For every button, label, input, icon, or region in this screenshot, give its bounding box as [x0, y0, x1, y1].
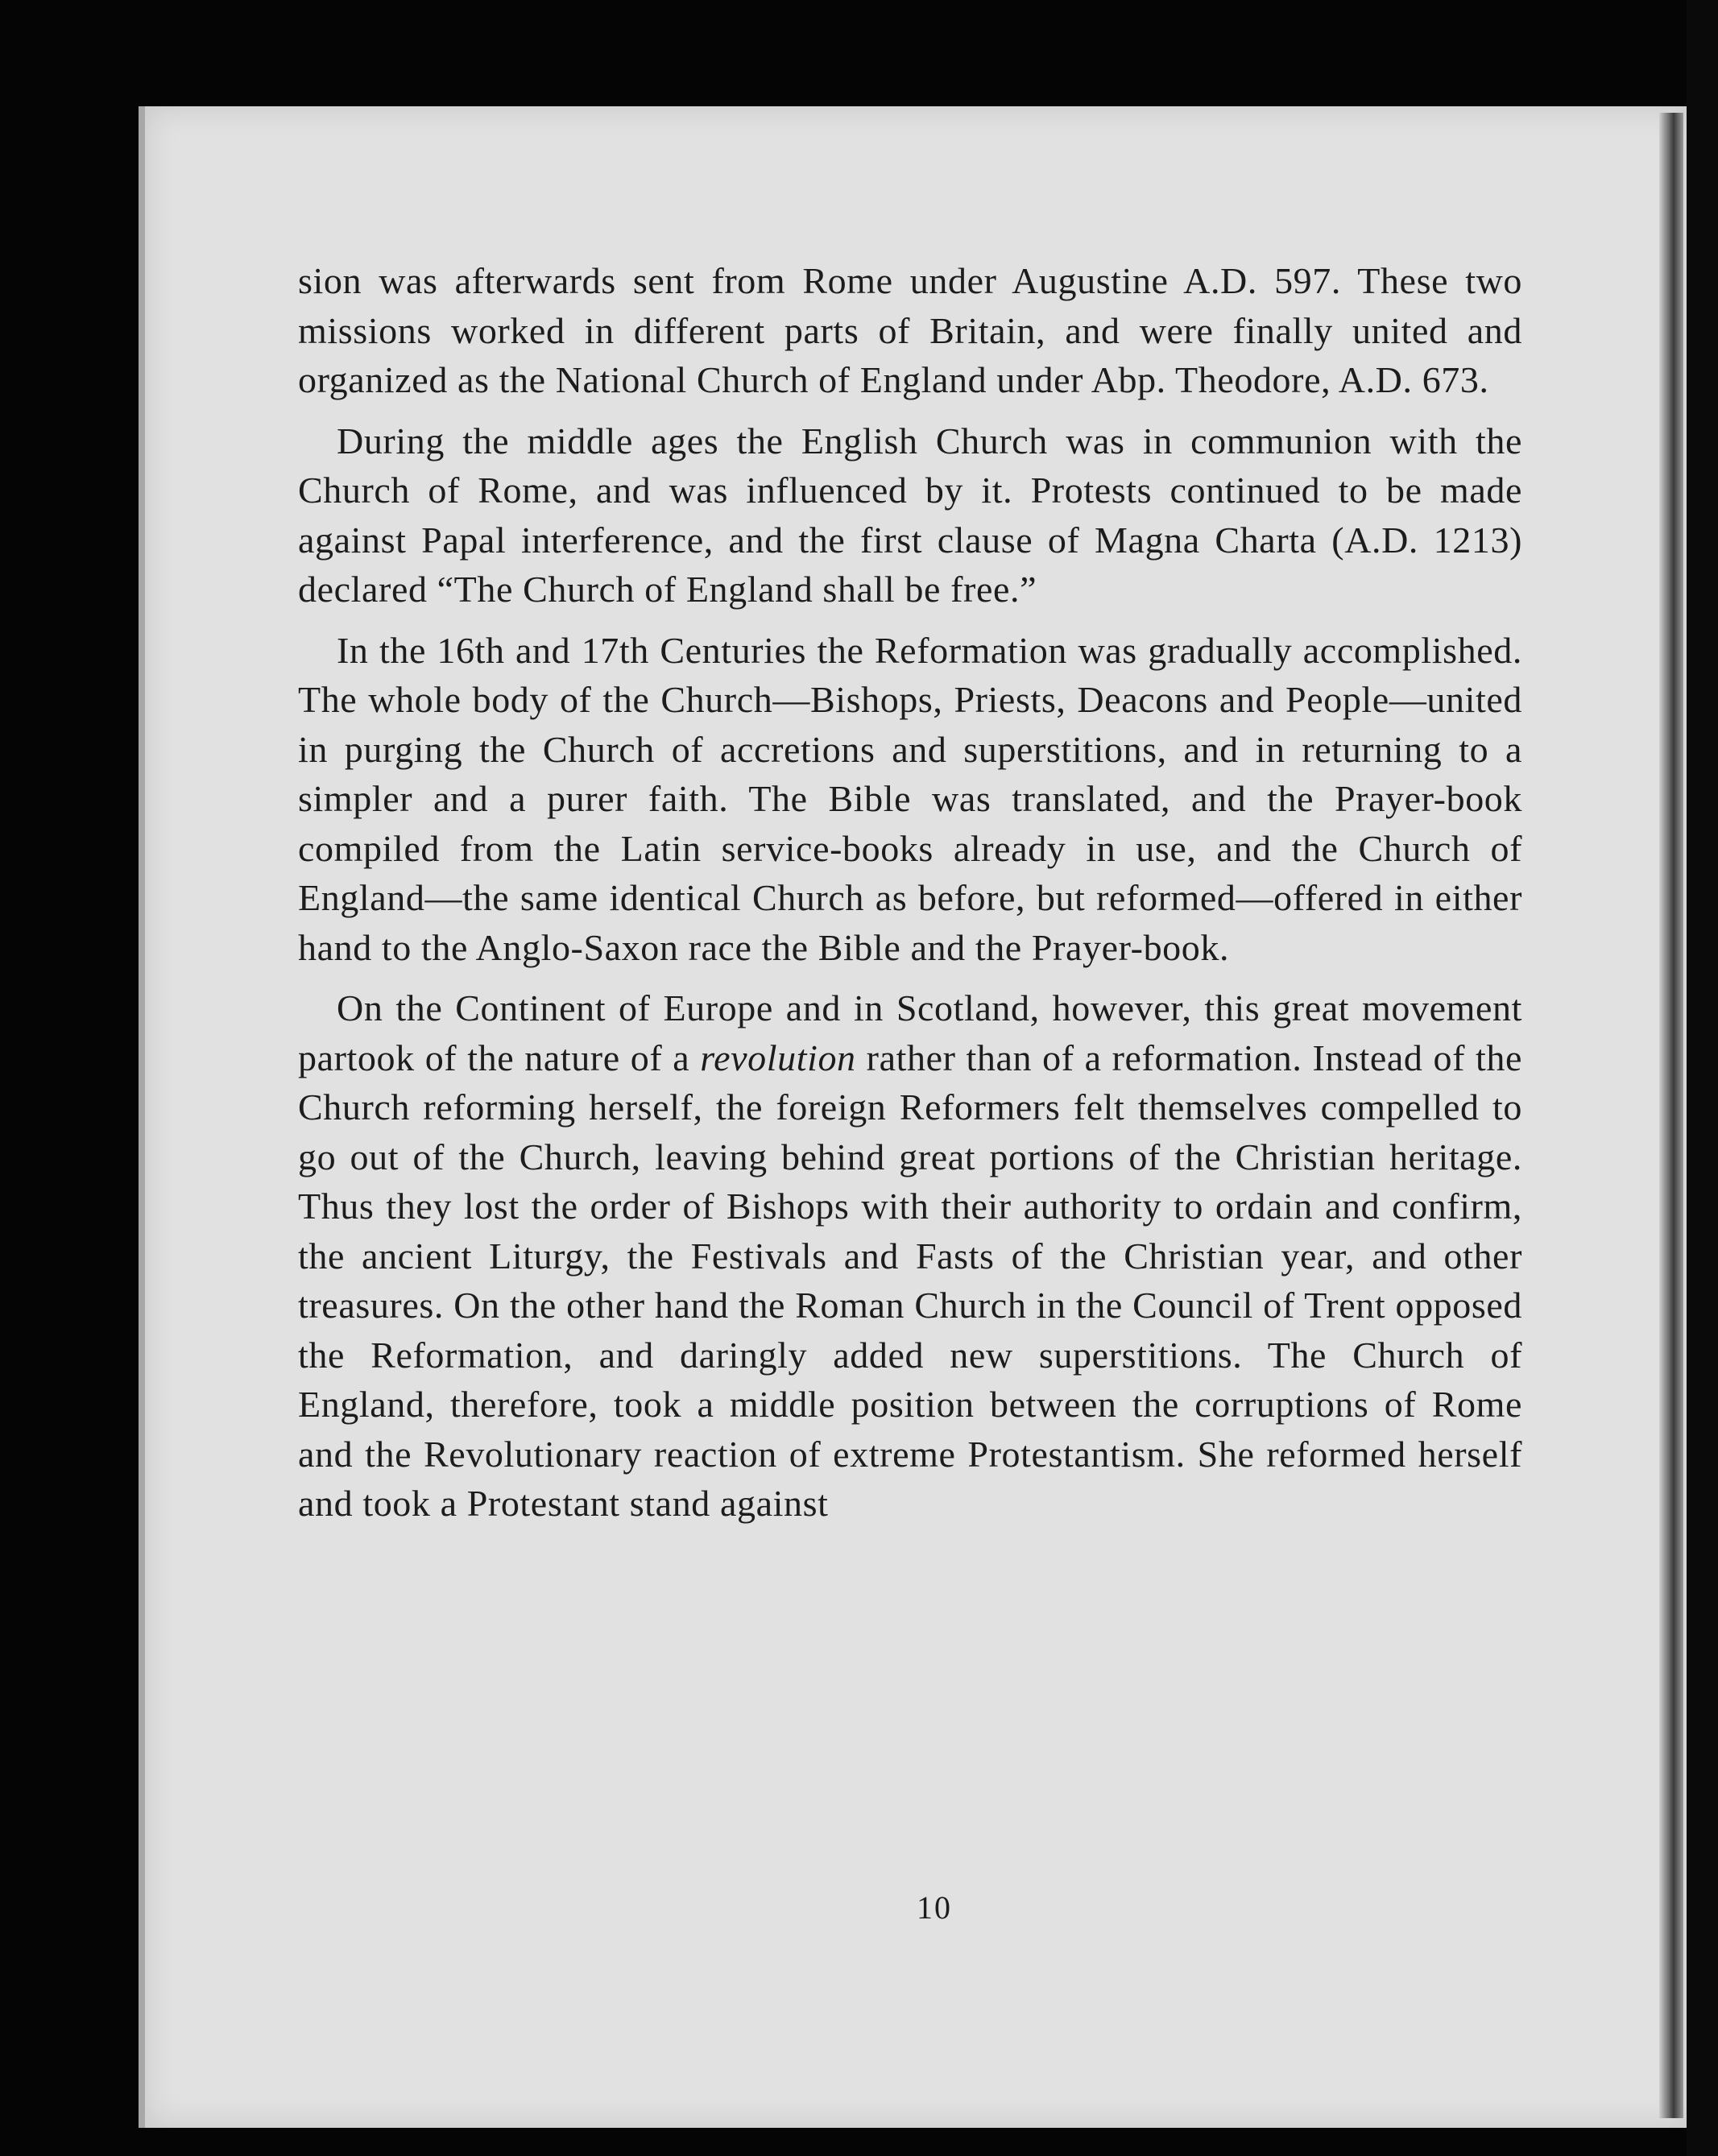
paragraph-3: In the 16th and 17th Centuries the Reformation was gradually accomplished. The whole body of the Church—Bishops, Priests, Deacons and People—united in purging the Church of accretions and superstitions, and in returning to a simpler and a purer faith. The Bible was translated, and the Prayer-book compiled from the Latin service-books already in use, and the Church of England—the same identical Church as before, but reformed—offered in either hand to the Anglo-Saxon race the Bible and the Prayer-book.	[298, 629, 1522, 968]
paragraph-4-part-1: On the Continent of Europe and in Scotland, however, this great movement partook of the nature of a	[298, 987, 1522, 1078]
paragraph-2: During the middle ages the English Church was in communion with the Church of Rome, and was influenced by it. Protests continued to be made against Papal interference, and the first clause of Magna Charta (A.D. 1213) declared “The Church of England shall be free.”	[298, 420, 1522, 610]
paragraph-4	[298, 983, 1522, 1529]
page-number: 10	[917, 1889, 952, 1926]
book-spine-edge	[1659, 113, 1683, 2118]
paragraph-4-part-2: rather than of a reformation. Instead of the Church reforming herself, the foreign Reformers felt themselves compelled to go out of the Church, leaving behind great portions of the Christian heritage. Thus they lost the order of Bishops with their authority to ordain and confirm, the ancient Liturgy, the Festivals and Fasts of the Christian year, and other treasures. On the other hand the Roman Church in the Council of Trent opposed the Reformation, and daringly added new superstitions. The Church of England, therefore, took a middle position between the corruptions of Rome and the Revolutionary reaction of extreme Protestantism. She reformed herself and took a Protestant stand against	[298, 1037, 1522, 1524]
scan-border	[1687, 0, 1718, 2156]
italic-word: revolution	[700, 1037, 856, 1078]
body-text	[298, 256, 1522, 1540]
paragraph-1: sion was afterwards sent from Rome under Augustine A.D. 597. These two missions worked in different parts of Britain, and were finally united and organized as the National Church of England under Abp. Theodore, A.D. 673.	[298, 260, 1522, 400]
